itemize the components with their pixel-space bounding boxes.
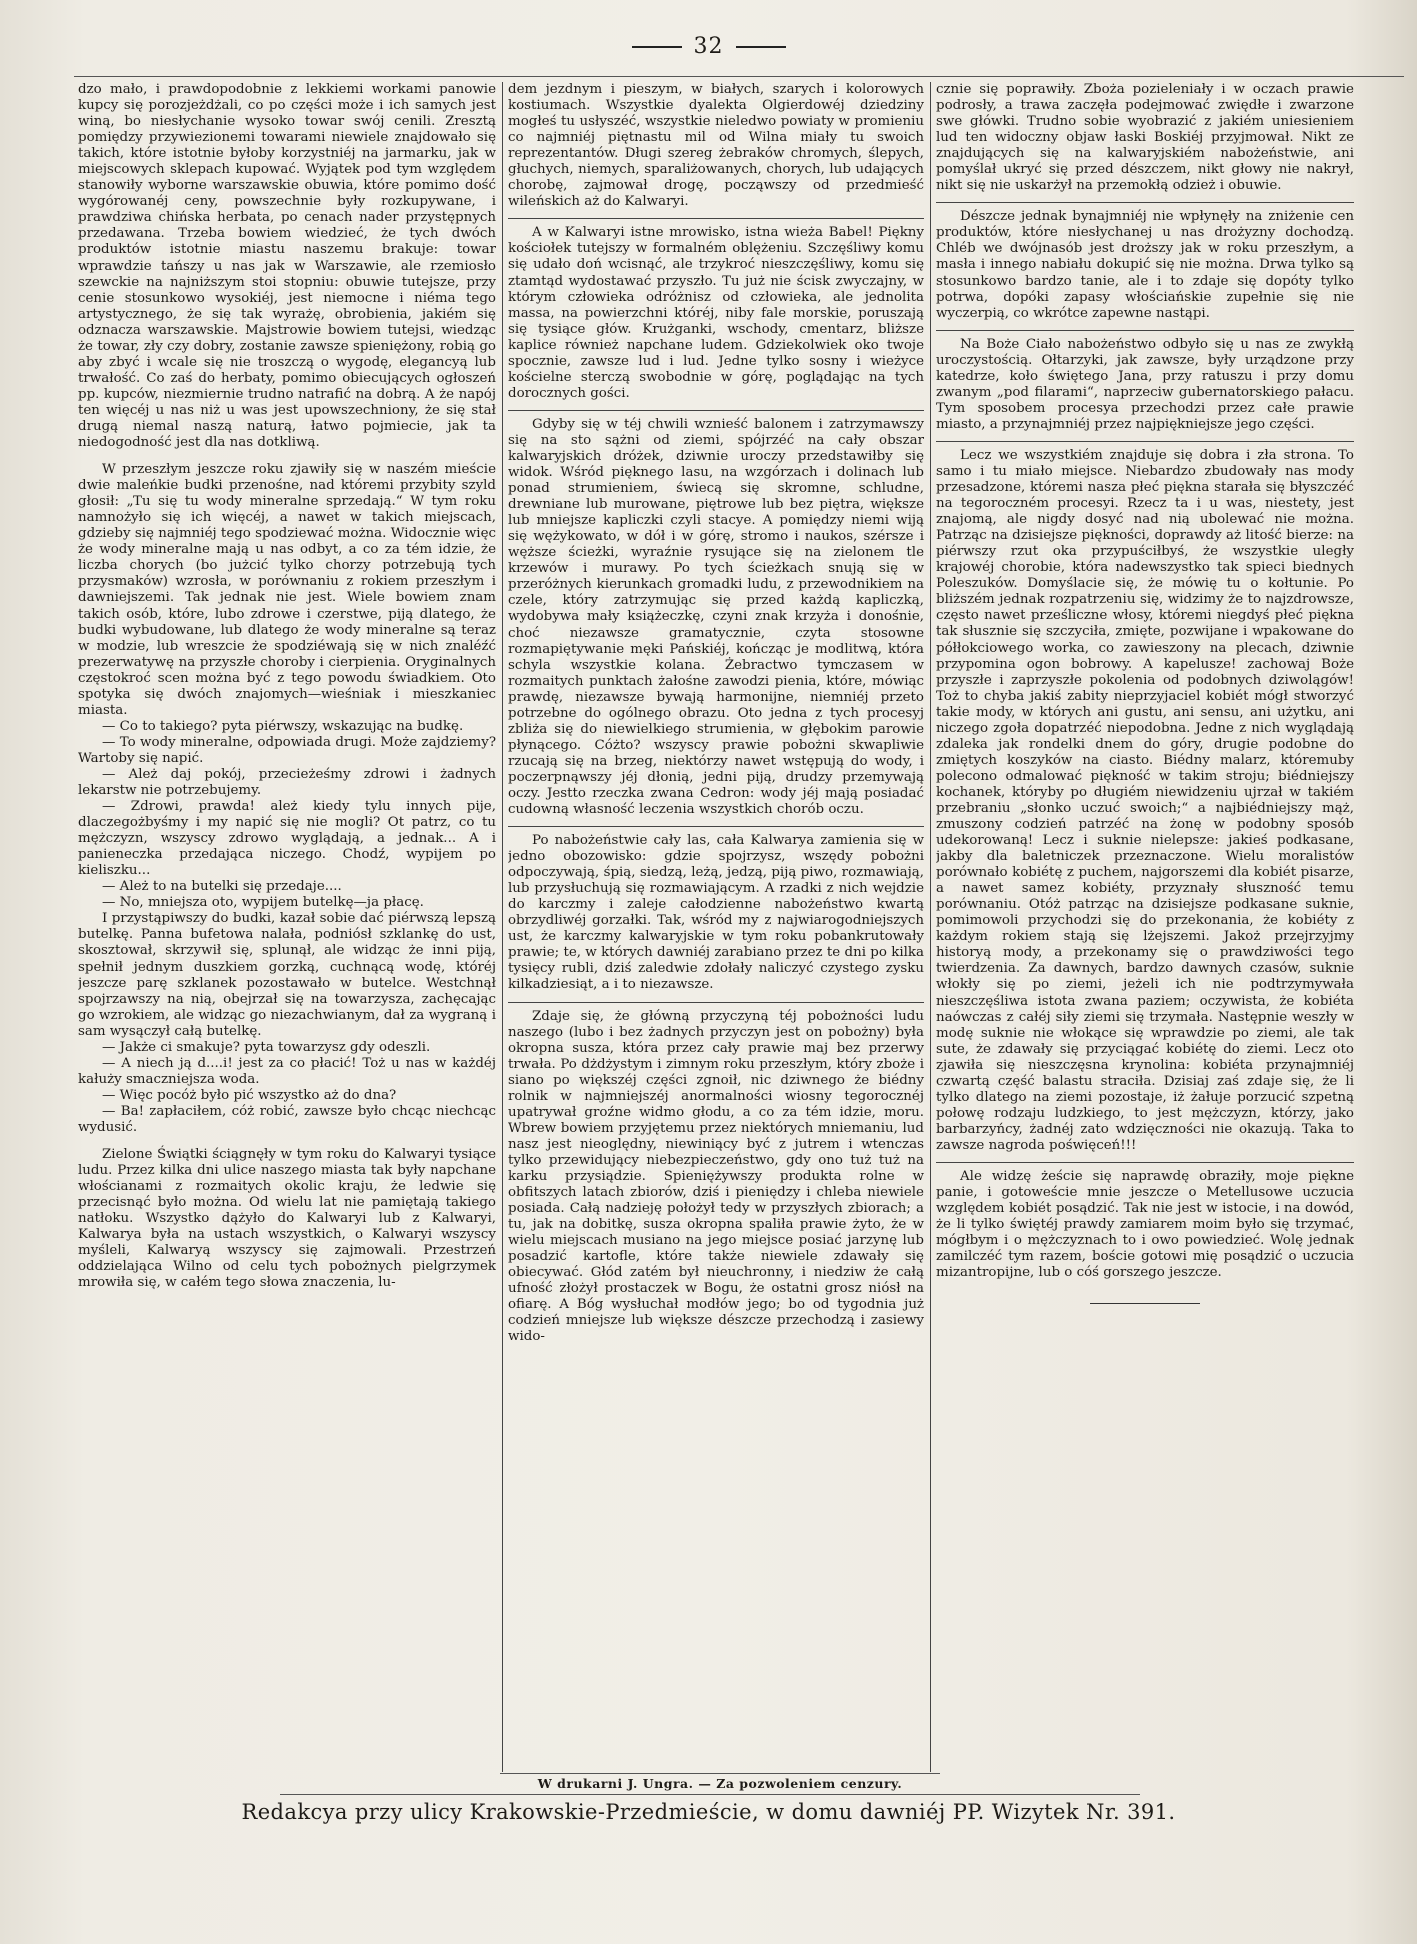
section-rule: [508, 218, 924, 219]
paragraph: Zdaje się, że główną przyczyną téj pobożności ludu naszego (lubo i bez żadnych przyczyn jest on pobożny) była okropna susza, która przez cały prawie maj bez przerwy trwała. Po dżdżystym i zimnym roku przeszłym, który zboże i siano po większéj części zgnoił, nic dziwnego że biédny rolnik w najmniejszéj anormalności wiosny tegorocznéj upatrywał groźne widmo głodu, a co za tém idzie, moru. Wbrew bowiem przyjętemu przez niektórych mniemaniu, lud nasz jest nieoględny, niewiniący być z jutrem i wtenczas tylko przewidujący niebezpieczeństwo, gdy ono tuż tuż na karku przysiądzie. Spieniężywszy produkta rolne w obfitszych latach zbiorów, dziś i pieniędzy i chleba niewiele posiada. Całą nadzieję położył tedy w przyszłych zbiorach; a tu, jak na dobitkę, susza okropna spaliła prawie żyto, że w wielu miejscach musiano na jego miejsce posiać jarzynę lub posadzić kartofle, które także niewiele zdawały się obiecywać. Głód zatém był nieuchronny, i niedziw że całą ufność złożył prostaczek w Bogu, że ostatni grosz niósł na ofiarę. A Bóg wysłuchał modłów jego; bo od tygodnia już codzień mniejsze lub większe dészcze przechodzą i zasiewy wido-: [508, 1008, 924, 1345]
footer-rule: [280, 1794, 1140, 1795]
paragraph: I przystąpiwszy do budki, kazał sobie dać piérwszą lepszą butelkę. Panna bufetowa nalała, podniósł szklankę do ust, skosztował, skrzywił się, splunął, ale widząc że inni piją, spełnił jednym duszkiem gorzką, cuchnącą wodę, któréj jeszcze parę szklanek pozostawało w butelce. Westchnął spojrzawszy na nią, obejrzał się na towarzysza, zachęcając go wzrokiem, ale widząc go niezachwianym, dał za wygraną i sam wysączył całą butelkę.: [78, 911, 496, 1039]
paragraph: — Ależ to na butelki się przedaje....: [102, 879, 342, 895]
header-dash-left: [632, 46, 682, 48]
text-column-2: [508, 82, 924, 1772]
paragraph: — To wody mineralne, odpowiada drugi. Może zajdziemy? Wartoby się napić.: [78, 734, 496, 766]
paragraph: — A niech ją d....i! jest za co płacić! Toż u nas w każdéj kałuży smaczniejsza woda.: [78, 1055, 496, 1087]
paragraph: Lecz we wszystkiém znajduje się dobra i zła strona. To samo i tu miało miejsce. Niebardzo zbudowały nas mody przesadzone, któremi nasza płeć piękna starała się błyszczéć na tegoroczném procesyi. Rzecz ta i u was, niestety, jest znajomą, ale nigdy dosyć nad nią ubolewać nie można. Patrząc na dzisiejsze piękności, doprawdy aż litość bierze: na piérwszy rzut oka przypuściłbyś, że wszystkie uległy krajowéj chorobie, która nadewszystko tak spieci biednych Poleszuków. Domyślacie się, że mówię tu o kołtunie. Po bliższém jednak rozpatrzeniu się, widzimy że to najzdrowsze, często nawet prześliczne włosy, któremi niegdyś płeć piękna tak słusznie się szczyciła, zmięte, pozwijane i wpakowane do półłokciowego worka, co zawieszony na plecach, dziwnie przypomina ogon bobrowy. A kapelusze! zachowaj Boże przyszłe i zaprzyszłe pokolenia od podobnych dziwolągów! Toż to chyba jakiś zabity nieprzyjaciel kobiét mógł stworzyć takie mody, w których ani gustu, ani sensu, ani użytku, ani niczego zgoła dopatrzéć niepodobna. Jedne z nich wyglądają zdaleka jak rondelki dnem do góry, drugie podobne do zmiętych koszyków na ciasto. Biédny malarz, któremuby polecono odmalować piękność w takim stroju; biédniejszy kochanek, któryby po długiém niewidzeniu ujrzał w takiém przebraniu „słonko uczuć swoich;“ a najbiédniejszy mąż, zmuszony codzień patrzéć na żonę w podobny sposób udekorowaną! Lecz i suknie nielepsze: jakieś podkasane, jakby dla baletniczek przeznaczone. Wielu moralistów porównało kobiétę z puchem, najgorszemi dla kobiét pisarze, a nawet samez kobiéty, przyznały słuszność temu porównaniu. Otóż patrząc na dzisiejsze podkasane suknie, pomimowoli przychodzi się do przekonania, że kobiéty z każdym rokiem stają się lżejszemi. Jakoż przejrzyjmy historyą mody, a przekonamy się o prawdziwości tego twierdzenia. Za dawnych, bardzo dawnych czasów, suknie włokły się po ziemi, jeżeli ich nie podtrzymywała nieszczęśliwa istota zwana paziem; oczywista, że kobiéta naówczas z całéj siły ziemi się trzymała. Następnie weszły w modę suknie nie włokące się wprawdzie po ziemi, ale tak sute, że zdawały się przyciągać kobiétę do ziemi. Lecz oto zjawiła się nieszczęsna krynolina: kobiéta przynajmniéj czwartą część balastu straciła. Dzisiaj zaś zdaje się, że li tylko dlatego na ziemi pozostaje, iż żałuje porzucić szpetną połowę rodzaju ludzkiego, to jest mężczyzn, którzy, jako barbarzyńcy, żadnéj zato wdzięczności nie okazują. Taka to zawsze nagroda poświęceń!!!: [936, 447, 1354, 1153]
section-rule: [936, 330, 1354, 331]
paragraph: W przeszłym jeszcze roku zjawiły się w naszém mieście dwie maleńkie budki przenośne, nad któremi przybity szyld głosił: „Tu się tu wody mineralne sprzedają.“ W tym roku namnożyło się ich więcéj, a nawet w takich miejscach, gdzieby się najmniéj tego spodziewać można. Widocznie więc że wody mineralne mają u nas odbyt, a co za tém idzie, że liczba chorych (bo jużcić tylko chorzy potrzebują tych przysmaków) wzrosła, w porównaniu z rokiem przeszłym i dawniejszemi. Tak jednak nie jest. Wiele bowiem znam takich osób, które, lubo zdrowe i czerstwe, piją dlatego, że budki wybudowane, lub dlatego że wody mineralne są teraz w modzie, lub wreszcie że spodziéwają się w nich znaléźć prezerwatywę na przyszłe choroby i cierpienia. Oryginalnych częstokroć scen można być z tego powodu świadkiem. Oto spotyka się dwóch znajomych—wieśniak i mieszkaniec miasta.: [78, 462, 496, 718]
paragraph: — Ba! zapłaciłem, cóż robić, zawsze było chcąc niechcąc wydusić.: [78, 1103, 496, 1135]
paragraph: — No, mniejsza oto, wypijem butelkę—ja płacę.: [102, 895, 424, 911]
section-rule: [508, 1002, 924, 1003]
text-column-1: [78, 82, 496, 1772]
editorial-address-footer: Redakcya przy ulicy Krakowskie-Przedmieście, w domu dawniéj PP. Wizytek Nr. 391.: [241, 1800, 1176, 1824]
section-rule: [936, 441, 1354, 442]
paragraph: Na Boże Ciało nabożeństwo odbyło się u nas ze zwykłą uroczystością. Ołtarzyki, jak zawsze, były urządzone przy katedrze, koło świętego Jana, przy ratuszu i przy domu zwanym „pod filarami“, naprzeciw gubernatorskiego pałacu. Tym sposobem procesya przechodzi przez całe prawie miasto, a przynajmniéj przez najpiękniejsze jego części.: [936, 336, 1354, 432]
section-rule: [936, 202, 1354, 203]
paragraph: Ale widzę żeście się naprawdę obraziły, moje piękne panie, i gotoweście mnie jeszcze o Metellusowe uczucia względem kobiét posądzić. Tak nie jest w istocie, i na dowód, że li tylko świętéj prawdy zamiarem moim było się trzymać, mógłbym i o mężczyznach to i owo powiedzieć. Wolę jednak zamilczéć tym razem, boście gotowi mię posądzić o uczucia mizantropijne, lub o cóś gorszego jeszcze.: [936, 1169, 1354, 1281]
column-divider-2: [930, 82, 931, 1772]
paragraph: dem jezdnym i pieszym, w białych, szarych i kolorowych kostiumach. Wszystkie dyalekta Olgierdowéj dziedziny mogłeś tu usłyszéć, wszystkie nieledwo powiaty w promieniu co najmniéj piętnastu mil od Wilna miały tu swoich reprezentantów. Długi szereg żebraków chromych, ślepych, głuchych, niemych, sparaliżowanych, chorych, lub udających chorobę, zajmował drogę, począwszy od przedmieść wileńskich aż do Kalwaryi.: [508, 82, 924, 210]
paragraph: A w Kalwaryi istne mrowisko, istna wieża Babel! Piękny kościołek tutejszy w formalném oblężeniu. Szczęśliwy komu się udało doń wcisnąć, ale trzykroć nieszczęśliwy, komu się ztamtąd wydostawać przyszło. Tu już nie ścisk zwyczajny, w którym człowieka odróżnisz od człowieka, ale jednolita massa, na powierzchni któréj, niby fale morskie, poruszają się tysiące głów. Krużganki, wschody, cmentarz, bliższe kaplice również napchane ludem. Gdziekolwiek oko twoje spocznie, zawsze lud i lud. Jedne tylko sosny i wieżyce kościelne sterczą swobodnie w górę, poglądając na tych dorocznych gości.: [508, 225, 924, 401]
header-dash-right: [736, 46, 786, 48]
paragraph: — Jakże ci smakuje? pyta towarzysz gdy odeszli.: [102, 1039, 431, 1055]
paragraph: Zielone Świątki ściągnęły w tym roku do Kalwaryi tysiące ludu. Przez kilka dni ulice naszego miasta tak były napchane włościanami z rozmaitych okolic kraju, że ledwie się przecisnąć było można. Od wielu lat nie pamiętają takiego natłoku. Wszystko dążyło do Kalwaryi lub z Kalwaryi, Kalwarya była na ustach wszystkich, o Kalwaryi wszyscy myśleli, Kalwaryą wszyscy się zajmowali. Przestrzeń oddzielająca Wilno od celu tych pobożnych pielgrzymek mrowiła się, w całém tego słowa znaczenia, lu-: [78, 1147, 496, 1291]
article-end-rule: [1090, 1303, 1200, 1304]
paragraph: Gdyby się w téj chwili wznieść balonem i zatrzymawszy się na sto sążni od ziemi, spójrzéć na cały obszar kalwaryjskich dróżek, dziwnie uroczy przedstawiłby się widok. Wśród pięknego lasu, na wzgórzach i dolinach lub ponad strumieniem, świecą się skromne, schludne, drewniane lub murowane, piętrowe lub bez piętra, większe lub mniejsze kapliczki czyli stacye. A pomiędzy niemi wiją się wężykowato, w dół i w górę, stromo i naukos, szérsze i węższe ścieżki, wyraźnie rysujące się na zielonem tle krzewów i murawy. Po tych ścieżkach snują się w przeróżnych kierunkach gromadki ludu, z przewodnikiem na czele, który zatrzymując się przed każdą kapliczką, wydobywa mały książeczkę, czyni znak krzyża i donośnie, choć niezawsze gramatycznie, czyta stosowne rozmapiętywanie męki Pańskiéj, kończąc je modlitwą, która schyla wszystkie kolana. Żebractwo tymczasem w rozmaitych punktach żałośne zawodzi pienia, które, mówiąc prawdę, niezawsze bywają harmonijne, niemniéj przeto potrzebne do ogólnego obrazu. Oto jedna z tych procesyj zbliża się do niewielkiego strumienia, w głębokim parowie płynącego. Cóżto? wszyscy prawie pobożni skwapliwie rzucają się na brzeg, niektórzy nawet wstępują do wody, i poczerpnąwszy jéj dłonią, jedni piją, drudzy przemywają oczy. Jestto rzeczka zwana Cedron: wody jéj mają posiadać cudowną własność leczenia wszystkich chorób oczu.: [508, 416, 924, 818]
paragraph: — Ależ daj pokój, przecieżeśmy zdrowi i żadnych lekarstw nie potrzebujemy.: [78, 766, 496, 799]
page-number: 32: [693, 34, 724, 59]
paragraph: — Więc pocóż było pić wszystko aż do dna?: [102, 1087, 397, 1103]
top-rule: [74, 76, 1404, 77]
page-number-header: [0, 34, 1417, 59]
printer-imprint: W drukarni J. Ungra. — Za pozwoleniem cenzury.: [537, 1776, 903, 1791]
section-rule: [508, 826, 924, 827]
paragraph: — Co to takiego? pyta piérwszy, wskazując na budkę.: [102, 718, 464, 734]
paragraph: cznie się poprawiły. Zboża pozieleniały i w oczach prawie podrosły, a trawa zaczęła podejmować zwiędłe i zwarzone swe główki. Trudno sobie wyobrazić z jakiém uniesieniem lud ten widoczny objaw łaski Boskiéj przyjmował. Nikt ze znajdujących się na kalwaryjskiém nabożeństwie, ani pomyślał ukryć się przed dészczem, nikt głowy nie nakrył, nikt się nie uskarżył na przemokłą odzież i obuwie.: [936, 82, 1354, 194]
printer-rule: [500, 1773, 940, 1774]
paragraph: Dészcze jednak bynajmniéj nie wpłynęły na zniżenie cen produktów, które niesłychanej u nas drożyzny dochodzą. Chléb we dwójnasób jest droższy jak w roku przeszłym, a masła i innego nabiału dokupić się nie można. Drwa tylko są stosunkowo bardzo tanie, ale i to zdaje się dopóty tylko potrwa, dopóki zapasy włościańskie zupełnie się nie wyczerpią, co wkrótce zapewne nastąpi.: [936, 209, 1354, 321]
section-rule: [508, 410, 924, 411]
paragraph: Po nabożeństwie cały las, cała Kalwarya zamienia się w jedno obozowisko: gdzie spojrzysz, wszędy pobożni odpoczywają, śpią, siedzą, leżą, jedzą, piją piwo, rozmawiają, lub przysłuchują się rozmawiającym. A rzadki z nich wejdzie do karczmy i zaleje całodzienne nabożeństwo kwartą obrzydliwéj gorzałki. Tak, wśród my z najwiarogodniejszych ust, że karczmy kalwaryjskie w tym roku pobankrutowały prawie; te, w których dawniéj zarabiano przez te dni po kilka tysięcy rubli, dziś zaledwie zdołały naliczyć czystego zysku kilkadziesiąt, a i to niezawsze.: [508, 833, 924, 993]
paragraph: dzo mało, i prawdopodobnie z lekkiemi workami panowie kupcy się porozjeżdżali, co po części może i ich samych jest winą, bo niesłychanie wysoko towar swój cenili. Zresztą pomiędzy przywiezionemi towarami niewiele znajdowało się takich, które istotnie byłoby korzystniéj na jarmarku, jak w miejscowych sklepach kupować. Wyjątek pod tym względem stanowiły wyborne warszawskie obuwia, które pomimo dość wygórowanéj ceny, powszechnie były rozkupywane, i prawdziwa chińska herbata, po cenach nader przystępnych przedawana. Trzeba bowiem wiedzieć, że tych dwóch produktów istotnie miastu naszemu brakuje: towar wprawdzie tańszy u nas jak w Warszawie, ale rzemiosło szewckie na najniższym stoi stopniu: obuwie tutejsze, przy cenie stosunkowo wysokiéj, jest niemocne i niéma tego artystycznego, że się tak wyrażę, obrobienia, jakiém się odznacza warszawskie. Majstrowie bowiem tutejsi, wiedząc że towar, zły czy dobry, zostanie zawsze spieniężony, robią go aby zbyć i wcale się nie troszczą o wygodę, elegancyą lub trwałość. Co zaś do herbaty, pomimo obiecujących ogłoszeń pp. kupców, niezmiernie trudno natrafić na dobrą. A że napój ten więcéj u nas niż u was jest upowszechniony, że się stał drugą niemal naszą naturą, łatwo pojmiecie, jak ta niedogodność jest dla nas dotkliwą.: [78, 82, 496, 451]
section-rule: [936, 1162, 1354, 1163]
text-column-3: [936, 82, 1354, 1772]
paragraph: — Zdrowi, prawda! ależ kiedy tylu innych pije, dlaczegożbyśmy i my napić się nie mogli? Ot patrz, co tu mężczyzn, wszyscy zdrowo wyglądają, a jednak... A i panieneczka przedająca niczego. Chodź, wypijem po kieliszku...: [78, 799, 496, 879]
column-divider-1: [502, 82, 503, 1772]
